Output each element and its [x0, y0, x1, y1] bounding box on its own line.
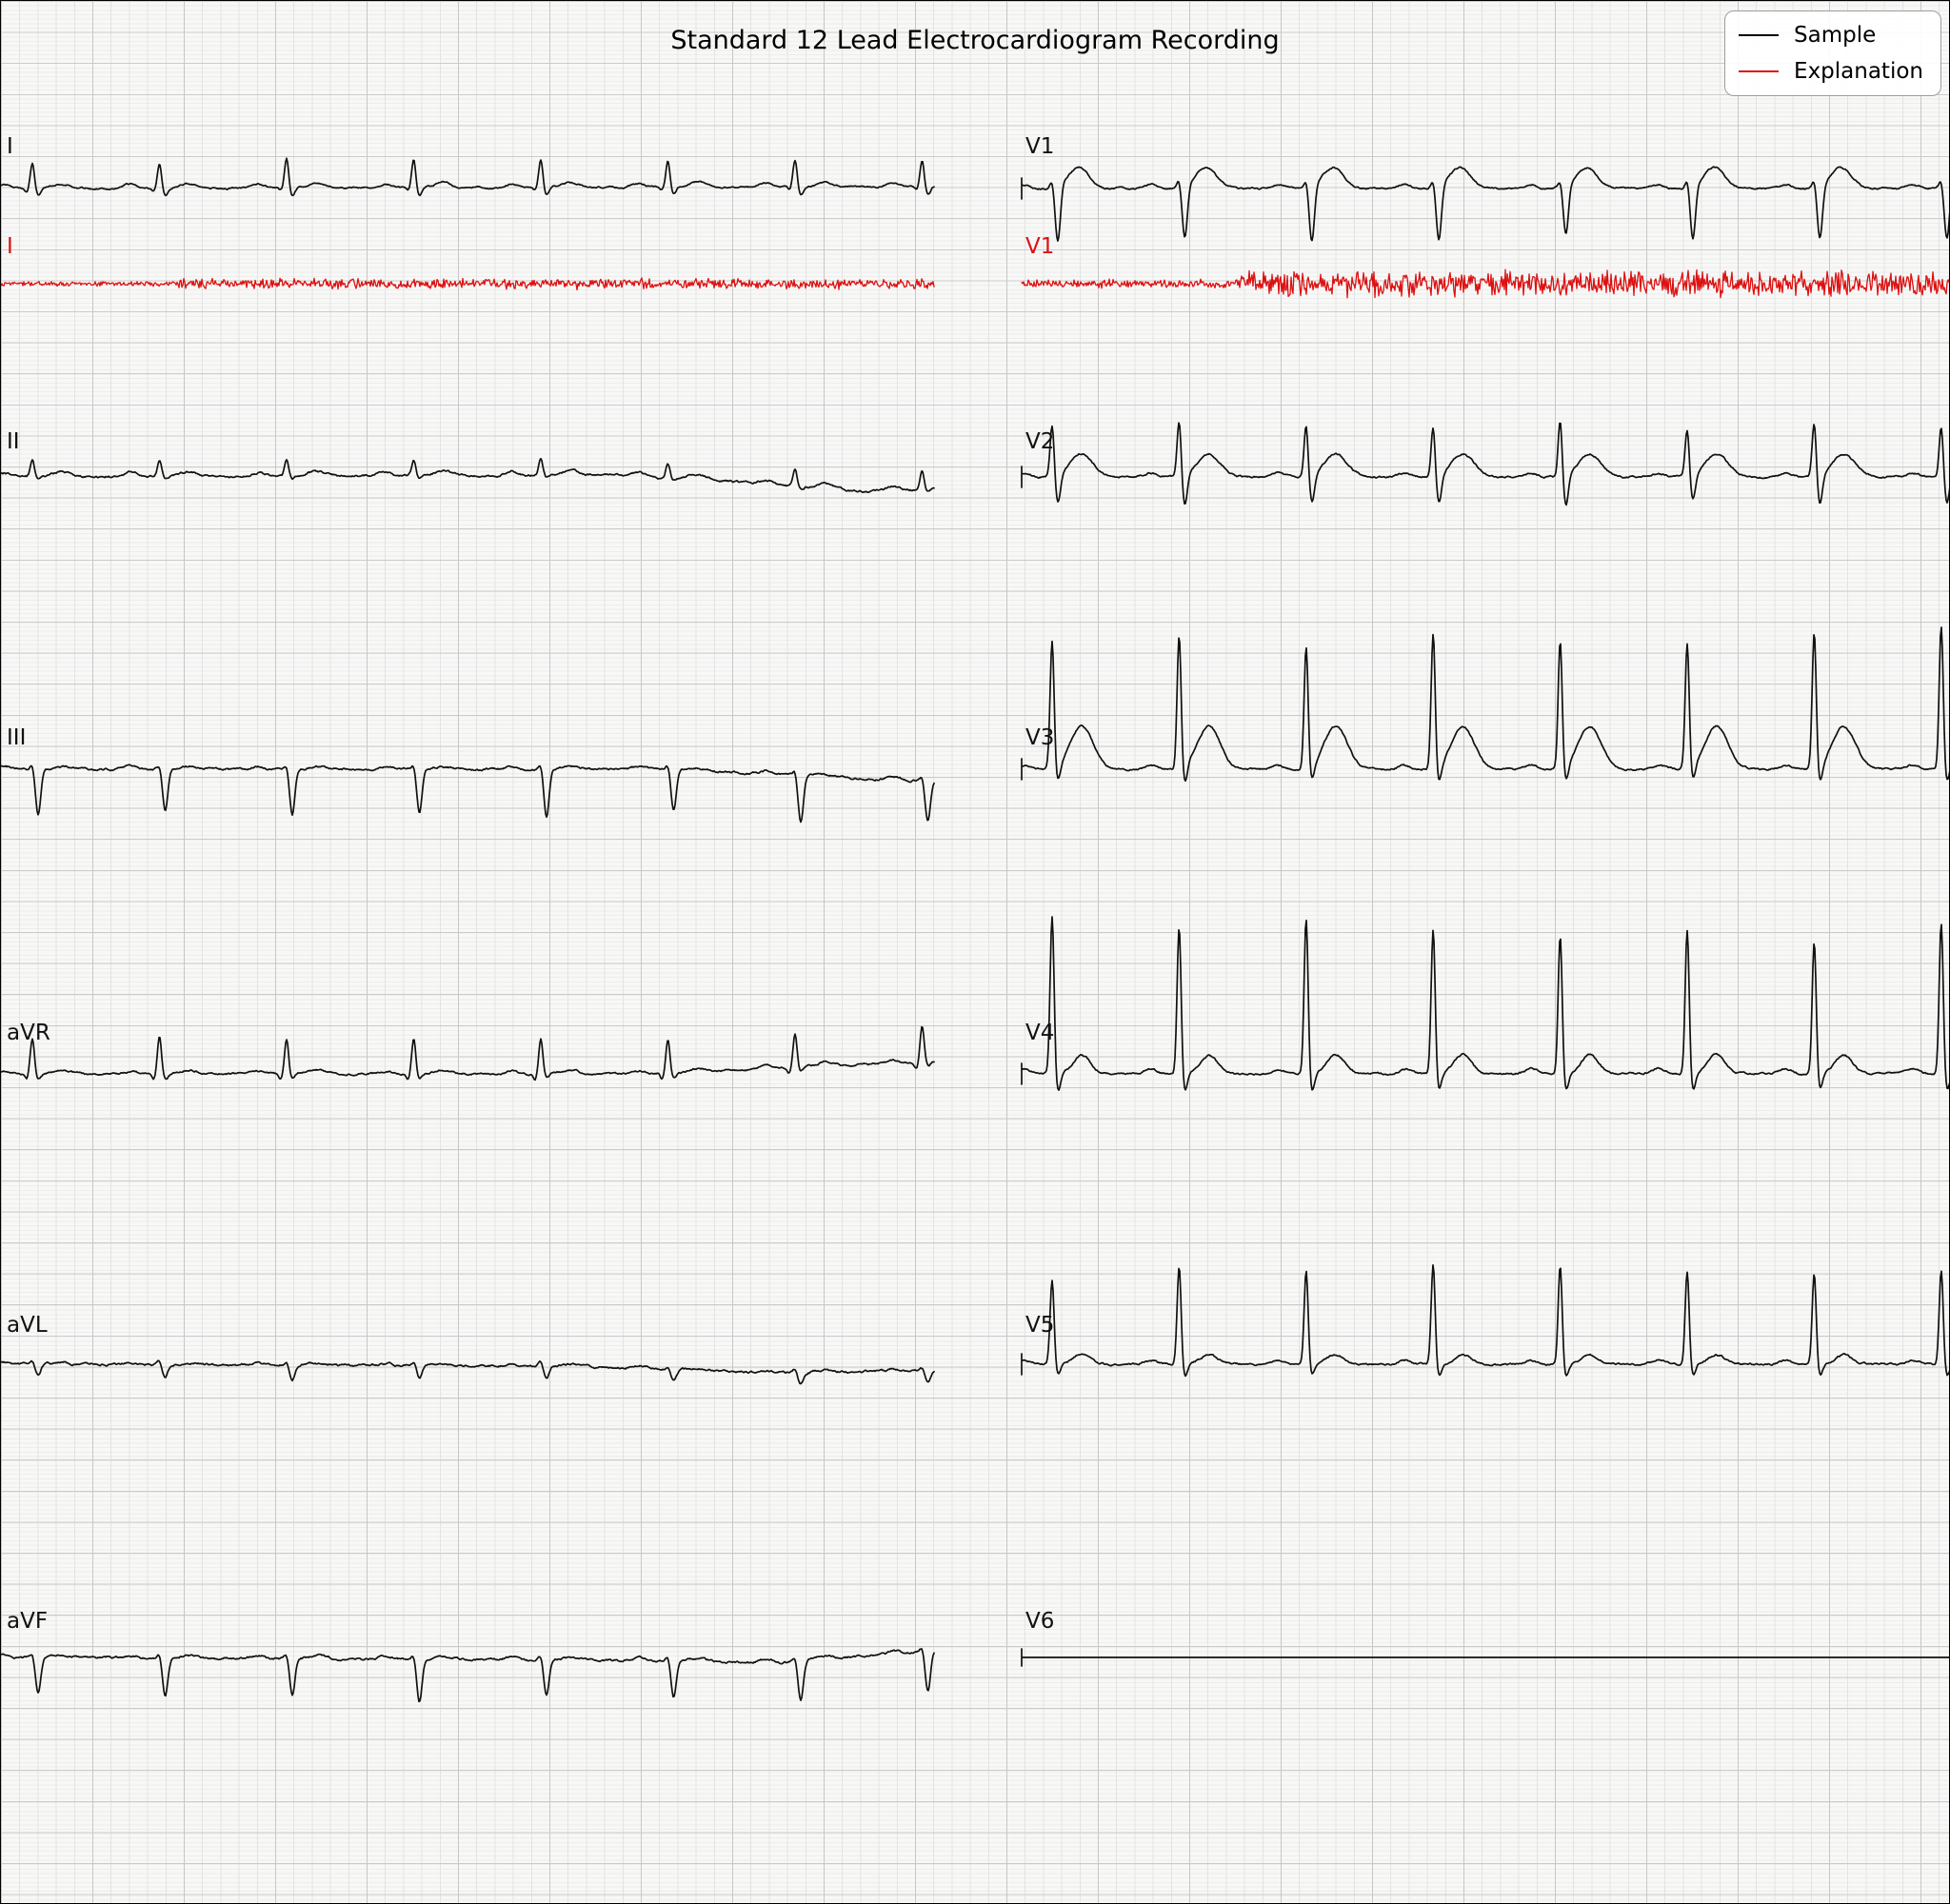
lead-label-v1-explanation: V1	[1025, 234, 1055, 259]
trace-avr-sample	[1, 1027, 934, 1081]
lead-label-v6: V6	[1025, 1609, 1055, 1634]
lead-label-v5: V5	[1025, 1313, 1055, 1338]
explanation-line-swatch	[1739, 70, 1779, 72]
legend-item-explanation	[1739, 59, 1923, 84]
ecg-traces-layer	[1, 1, 1950, 1904]
lead-label-iii: III	[7, 725, 27, 750]
lead-label-v1: V1	[1025, 134, 1055, 159]
trace-ii-sample	[1, 459, 934, 492]
lead-label-i-explanation: I	[7, 234, 13, 259]
legend-item-sample	[1739, 23, 1923, 48]
legend-label-sample: Sample	[1794, 23, 1877, 48]
chart-title: Standard 12 Lead Electrocardiogram Recording	[670, 26, 1280, 55]
trace-i-explanation	[1, 278, 934, 290]
trace-avf-sample	[1, 1649, 934, 1701]
lead-label-v2: V2	[1025, 429, 1055, 454]
sample-line-swatch	[1739, 34, 1779, 36]
lead-label-avr: aVR	[7, 1021, 50, 1045]
trace-i-sample	[1, 158, 934, 195]
lead-label-avl: aVL	[7, 1313, 48, 1338]
trace-v6-sample	[1022, 1649, 1950, 1666]
lead-label-ii: II	[7, 429, 20, 454]
trace-v3-sample	[1022, 627, 1950, 781]
lead-label-v4: V4	[1025, 1021, 1055, 1045]
lead-label-i: I	[7, 134, 13, 159]
legend-label-explanation: Explanation	[1794, 59, 1923, 84]
trace-v4-sample	[1022, 917, 1950, 1090]
trace-v5-sample	[1022, 1265, 1950, 1377]
lead-label-avf: aVF	[7, 1609, 49, 1634]
trace-v1-explanation	[1022, 269, 1950, 298]
trace-v2-sample	[1022, 423, 1950, 505]
trace-v1-sample	[1022, 167, 1950, 241]
trace-iii-sample	[1, 764, 934, 822]
legend	[1724, 10, 1941, 96]
lead-label-v3: V3	[1025, 725, 1055, 750]
trace-avl-sample	[1, 1360, 934, 1383]
